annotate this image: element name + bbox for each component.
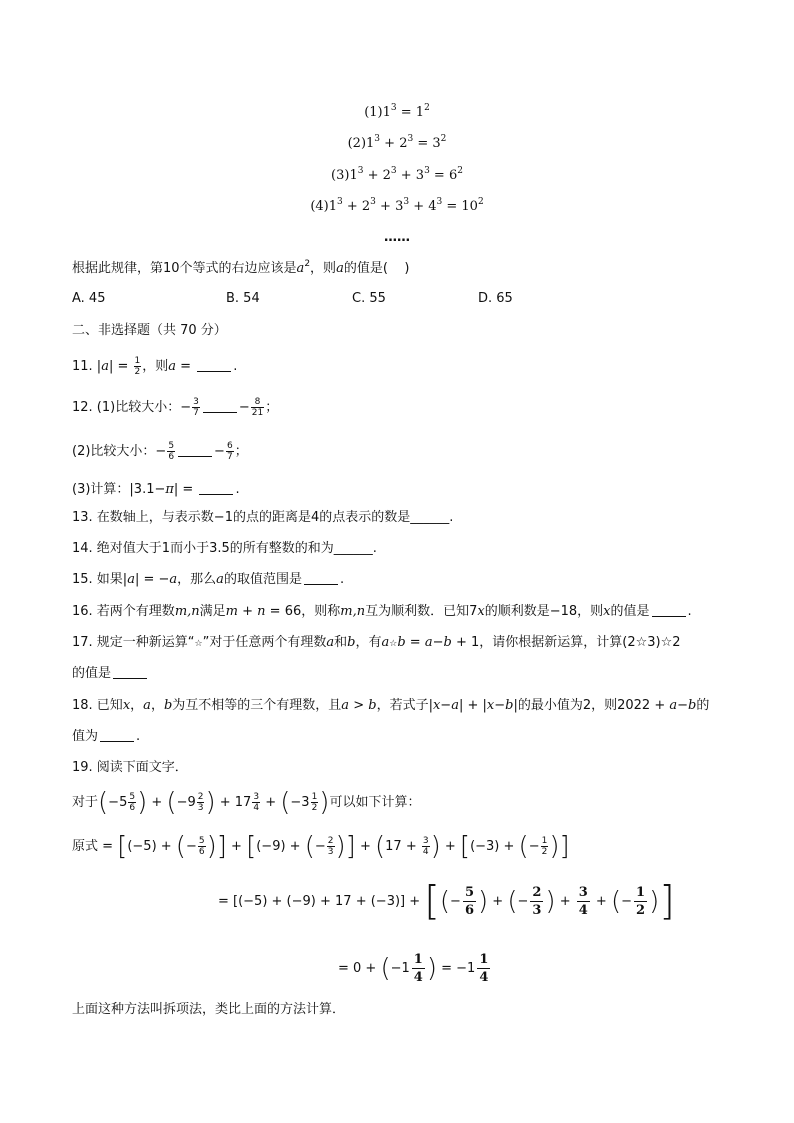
question-12-part1: 12. (1)比较大小：− $\frac{3}{7}$ − $\frac{8}{21}$ ； — [72, 397, 279, 418]
question-12-part2: (2)比较大小：− $\frac{5}{6}$ − $\frac{6}{7}$ ； — [72, 441, 248, 462]
question-14: 14. 绝对值大于1而小于3.5的所有整数的和为______. — [72, 541, 377, 556]
question-16: 16. 若两个有理数m,n满足m + n = 66，则称m,n互为顺利数．已知7x的顺利数是−18，则x的值是 . — [72, 604, 692, 619]
question-19-step2: = [(−5) + (−9) + 17 + (−3)] + [(− $\frac{5}{6}$ ) + (− $\frac{2}{3}$ ) + $\frac{3}{4}$ + (− $\frac{1}{2}$ )] — [218, 878, 675, 925]
question-19-step1: 原式 = [(−5) + (− $\frac{5}{6}$ )] + [(−9) + (− $\frac{2}{3}$ )] + (17 + $\frac{3}{4}$ ) + [(−3) + (− $\frac{1}{2}$ )] — [72, 831, 570, 862]
question-13: 13. 在数轴上，与表示数−1的点的距离是4的点表示的数是______. — [72, 510, 454, 525]
question-15: 15. 如果|a| = −a，那么a的取值范围是 . — [72, 572, 345, 587]
option-c[interactable]: C. 55 — [352, 291, 386, 306]
section-heading: 二、非选择题（共 70 分） — [72, 323, 227, 338]
pattern-equation-3: $(3)1^3 + 2^3 + 3^3 = 6^2$ — [331, 166, 463, 183]
question-17-line2: 的值是 — [72, 665, 149, 683]
pattern-equation-1: $(1)1^3 = 1^2$ — [364, 103, 430, 120]
question-17-line1: 17. 规定一种新运算“☆”对于任意两个有理数a和b，有a☆b = a−b + 1，请你根据新运算，计算(2☆3)☆2 — [72, 635, 681, 650]
option-d[interactable]: D. 65 — [478, 291, 513, 306]
question-19-intro: 对于(−5 $\frac{5}{6}$ ) + (−9 $\frac{2}{3}$ ) + 17 $\frac{3}{4}$ + (−3 $\frac{1}{2}$ )可以如下计算： — [72, 787, 421, 818]
option-a[interactable]: A. 45 — [72, 291, 106, 306]
question-11: 11. |a| = $\frac{1}{2}$ ，则a = . — [72, 356, 238, 377]
option-b[interactable]: B. 54 — [226, 291, 260, 306]
pattern-equation-4: $(4)1^3 + 2^3 + 3^3 + 4^3 = 10^2$ — [310, 197, 484, 214]
question-12-part3: (3)计算：|3.1−π| = . — [72, 482, 240, 497]
question-18-line2: 值为 . — [72, 729, 141, 744]
question-19-title: 19. 阅读下面文字． — [72, 760, 188, 775]
question-10-stem: 根据此规律，第10个等式的右边应该是$a^2$，则a的值是( ) — [72, 259, 410, 276]
pattern-ellipsis: …… — [384, 230, 410, 245]
question-19-outro: 上面这种方法叫拆项法，类比上面的方法计算． — [72, 1002, 346, 1017]
pattern-equation-2: $(2)1^3 + 2^3 = 3^2$ — [347, 134, 447, 151]
question-19-step3: = 0 + (−1 $\frac{1}{4}$ ) = −1 $\frac{1}{4}$ — [338, 952, 489, 985]
question-18-line1: 18. 已知x，a，b为互不相等的三个有理数，且a > b，若式子|x−a| + |x−b|的最小值为2，则2022 + a−b的 — [72, 698, 710, 713]
